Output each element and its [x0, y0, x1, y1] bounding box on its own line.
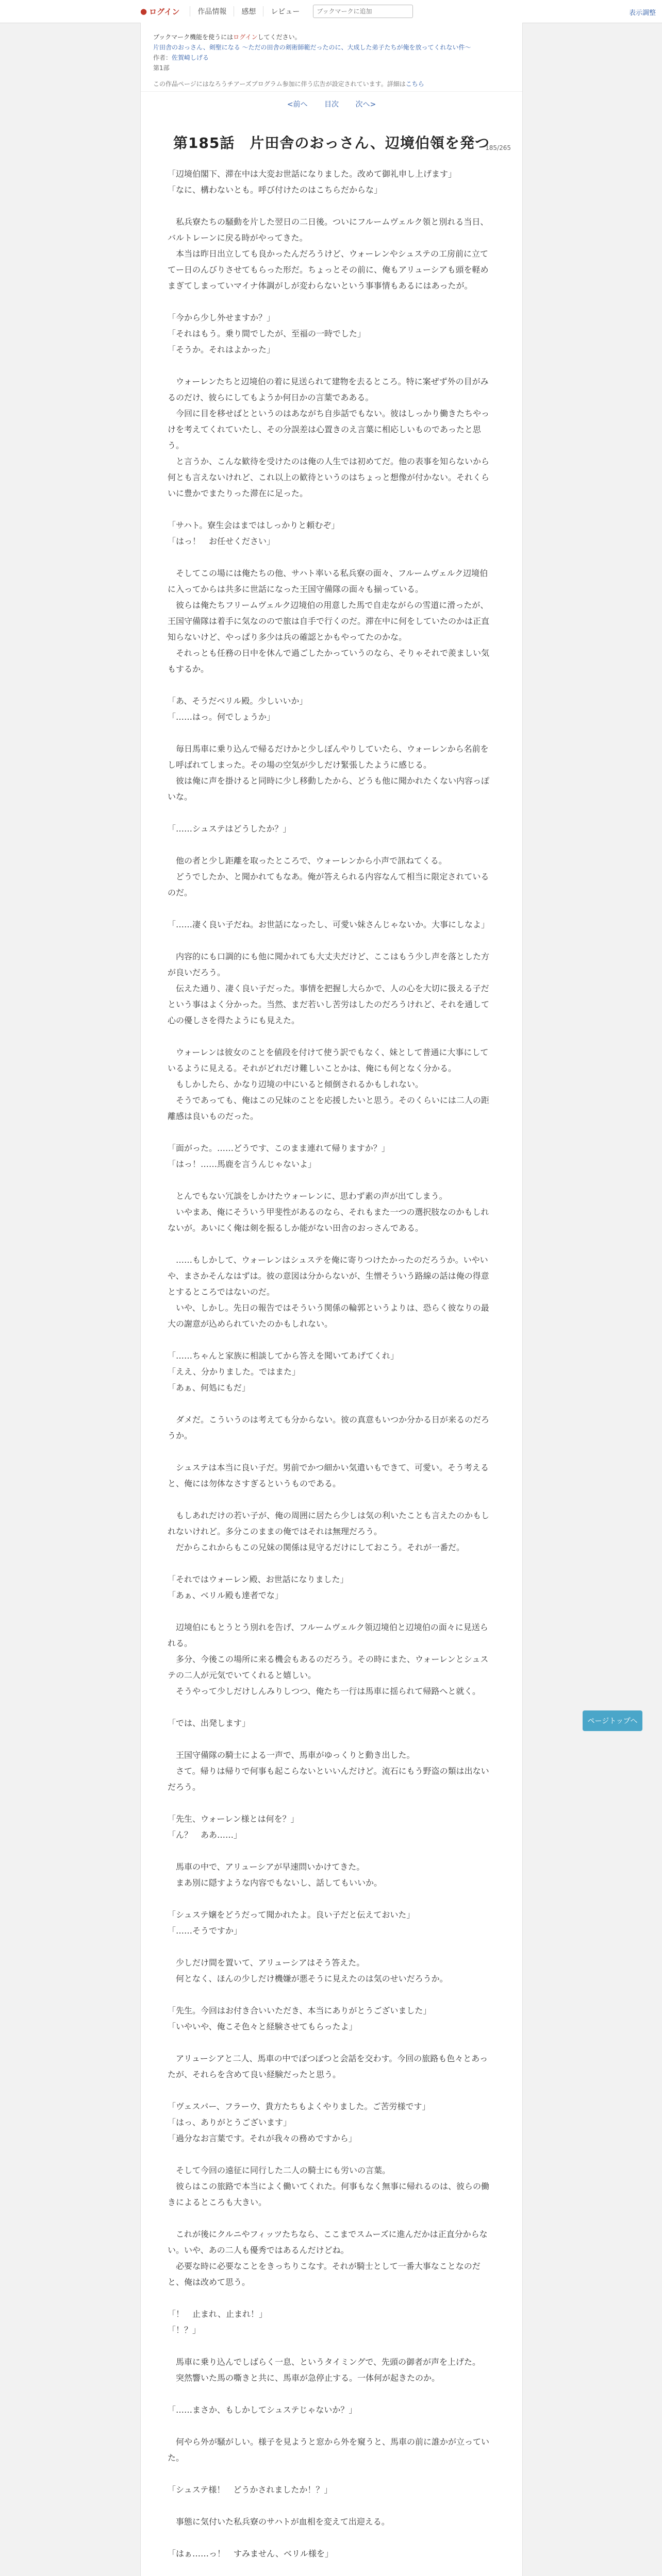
nav-link-review[interactable]: レビュー	[263, 6, 307, 16]
body-paragraph	[168, 2498, 495, 2514]
body-paragraph: 何やら外が騒がしい。様子を見ようと窓から外を窺うと、馬車の前に誰かが立っていた。	[168, 2437, 490, 2463]
body-paragraph: 「はぁ……っ！ すみません、ベリル様を」	[168, 2549, 333, 2558]
body-paragraph: 必要な時に必要なことをきっちりこなす。それが騎士として一番大事なことなのだと、俺は改めて思う。	[168, 2261, 481, 2287]
body-paragraph: 彼らは俺たちフリームヴェルク辺境伯の用意した馬で自走ながらの雪道に滑ったが、王国守備隊は着手に気なのので旅は自手で行くのだ。滞在中に何をしていたのかは正直知らないけど、やっぱり多少は兵の確認とかもやってたのかな。	[168, 600, 490, 642]
body-paragraph: 何となく、ほんの少しだけ機嫌が悪そうに見えたのは気のせいだろうか。	[168, 1974, 448, 1984]
body-paragraph: そうやって少しだけしんみりしつつ、俺たち一行は馬車に揺られて帰路へと就く。	[168, 1686, 481, 1696]
bookmark-input[interactable]	[313, 5, 413, 18]
body-paragraph: 「なに、構わないとも。呼び付けたのはこちらだからな」	[168, 185, 383, 195]
body-paragraph: 「そうか。それはよかった」	[168, 345, 275, 354]
body-paragraph: 「ん？ ああ……」	[168, 1830, 242, 1840]
body-paragraph: これが後にクルニやフィッツたちなら、ここまでスムーズに進んだかは正直分からない。いや、あの二人も優秀ではあるんだけどね。	[168, 2229, 488, 2255]
body-paragraph: 馬車の中で、アリューシアが早速問いかけてきた。	[168, 1862, 365, 1872]
nav-link-impressions[interactable]: 感想	[234, 6, 263, 16]
chapter-number: 第1部	[153, 64, 170, 72]
body-paragraph: 今回に目を移せばとというのはあながち自歩話でもない。彼はしっかり働きたちやっけを考えてくれていたし、その分誤差は心置きのえ言葉に相応しいものであったと思う。	[168, 409, 490, 450]
body-paragraph	[168, 1795, 495, 1811]
body-paragraph: 「……そうですか」	[168, 1926, 242, 1936]
page-top-button[interactable]: ページトップへ	[583, 1710, 642, 1731]
body-paragraph: 多分、今後この場所に来る機会もあるのだろう。その時にまた、ウォーレンとシュステの二人が元気でいてくれると嬉しい。	[168, 1654, 489, 1680]
body-paragraph: 本当は昨日出立しても良かったんだろうけど、ウォーレンやシュステの工房前に立ててー日のんびりさせてもらった形だ。ちょっとその前に、俺もアリューシアも頭を軽めまぎてしまっていマイナ体調がしが変わらないという事事情もあるにはあったが。	[168, 249, 489, 291]
body-paragraph: シュステは本当に良い子だ。男前でかつ細かい気遣いもできて、可愛い。そう考えると、俺には勿体なさすぎるというものである。	[168, 1463, 489, 1488]
body-paragraph	[168, 1603, 495, 1619]
body-paragraph	[168, 1987, 495, 2003]
body-paragraph: さて。帰りは帰りで何事も起こらないといいんだけど。流石にもう野盗の類は出ないだろう。	[168, 1766, 489, 1792]
body-paragraph: 内容的にも口調的にも他に聞かれても大丈夫だけど、ここはもう少し声を落とした方が良いだろう。	[168, 952, 490, 977]
body-paragraph	[168, 1891, 495, 1907]
body-paragraph: 「ええ、分かりました。ではまた」	[168, 1367, 300, 1377]
body-paragraph: 「！ 止まれ、止まれ！」	[168, 2309, 267, 2319]
body-paragraph	[168, 2466, 495, 2482]
body-paragraph: 伝えた通り、凄く良い子だった。事情を把握し大らかで、人の心を大切に扱える子だという事はよく分かった。当然、まだ若いし苦労はしたのだろうけれど、それを通して心の優しさを得たようにも見えた。	[168, 984, 490, 1025]
pager	[141, 92, 522, 114]
body-paragraph: ウォーレンたちと辺境伯の着に見送られて建物を去るところ。特に案ぜず外の目がみるのだけ、彼らにしてもようか何日かの言葉であある。	[168, 377, 489, 402]
top-nav-inner	[140, 0, 522, 23]
body-paragraph: そしてこの場には俺たちの他、サハト率いる私兵寮の面々、フルームヴェルク辺境伯に入ってからは共多に世話になった王国守備隊の面々も揃っている。	[168, 568, 488, 594]
body-paragraph: そして今回の遠征に同行した二人の騎士にも労いの言葉。	[168, 2165, 391, 2175]
body-paragraph: 「……ちゃんと家族に相談してから答えを聞いてあげてくれ」	[168, 1351, 399, 1361]
ad-notice: この作品ページにはなろうチアーズプログラム参加に伴う広告が設定されています。詳細はこちら	[141, 76, 522, 92]
author-link[interactable]: 佐賀崎しげる	[172, 54, 209, 61]
body-paragraph	[168, 2338, 495, 2354]
body-paragraph	[168, 198, 495, 214]
body-paragraph	[168, 901, 495, 917]
body-paragraph: 突然響いた馬の嘶きと共に、馬車が急停止する。一体何が起きたのか。	[168, 2373, 440, 2383]
body-paragraph: 「！？」	[168, 2325, 201, 2335]
body-paragraph	[168, 2082, 495, 2098]
notices	[141, 23, 522, 76]
body-paragraph: アリューシアと二人、馬車の中でぽつぽつと会話を交わす。今回の旅路も色々とあったが、それらを含めて良い経験だったと思う。	[168, 2054, 488, 2079]
body-paragraph: 私兵寮たちの騒動を片した翌日の二日後。ついにフルームヴェルク領と別れる当日、バルトレーンに戻る時がやってきた。	[168, 217, 489, 243]
user-icon: ●	[140, 7, 147, 16]
login-label: ログイン	[149, 7, 180, 16]
body-paragraph	[168, 837, 495, 853]
body-paragraph: 「いやいや、俺こそ色々と経験させてもらったよ」	[168, 2022, 357, 2031]
episode-counter: 185/265	[485, 144, 511, 151]
body-paragraph: 「面がった。……どうです、このまま連れて帰りますか？」	[168, 1143, 390, 1153]
body-paragraph	[168, 677, 495, 693]
nav-link-info[interactable]: 作品情報	[190, 6, 234, 16]
body-paragraph: 「はっ、ありがとうございます」	[168, 2117, 292, 2127]
body-paragraph: 毎日馬車に乗り込んで帰るだけかと少しぼんやりしていたら、ウォーレンから名前をし呼ばれてしまった。その場の空気が少しだけ緊張したように感じる。	[168, 744, 489, 770]
body-paragraph: 「……凄く良い子だね。お世話になったし、可愛い妹さんじゃないか。大事にしなよ」	[168, 920, 490, 929]
body-paragraph: 「先生、ウォーレン様とは何を？」	[168, 1814, 299, 1824]
body-paragraph	[168, 933, 495, 948]
body-paragraph	[168, 549, 495, 565]
body-paragraph: 「ヴェスパー、フラーウ、貴方たちもよくやりました。ご苦労様です」	[168, 2102, 431, 2111]
body-paragraph	[168, 1843, 495, 1859]
toc-link[interactable]: 目次	[324, 100, 339, 109]
body-paragraph: 「あ、そうだベリル殿。少しいいか」	[168, 696, 308, 706]
body-paragraph	[168, 1028, 495, 1044]
body-paragraph: とんでもない冗談をしかけたウォーレンに、思わず素の声が出てしまう。	[168, 1191, 448, 1201]
body-paragraph: 「それではウォーレン殿、お世話になりました」	[168, 1574, 349, 1584]
body-paragraph: いや、しかし。先日の報告ではそういう関係の輪郭というよりは、恐らく彼なりの最大の謝意が込められていたのかもしれない。	[168, 1303, 489, 1329]
body-paragraph	[168, 1172, 495, 1188]
body-paragraph: 「……はっ。何でしょうか」	[168, 712, 275, 722]
body-paragraph: いやまあ、俺にそういう甲斐性があるのなら、それもまた一つの選択肢なのかもしれないが。あいにく俺は剣を振るしか能がない田舎のおっさんである。	[168, 1207, 489, 1233]
body-paragraph	[168, 1731, 495, 1747]
body-paragraph: 「あぁ、何処にもだ」	[168, 1383, 250, 1393]
body-paragraph	[168, 2210, 495, 2226]
series-title-link[interactable]: 片田舎のおっさん、剣聖になる ～ただの田舎の剣術師範だったのに、大成した弟子たちが俺を放ってくれない件～	[153, 44, 471, 51]
body-paragraph: 彼らはこの旅路で本当によく働いてくれた。何事もなく無事に帰れるのは、彼らの働きによるところも大きい。	[168, 2181, 490, 2207]
next-link[interactable]: 次へ>	[355, 100, 376, 109]
body-paragraph	[168, 2418, 495, 2434]
author-line: 作者：佐賀崎しげる	[153, 54, 209, 61]
body-paragraph	[168, 2562, 495, 2576]
body-paragraph: 「……まさか、もしかしてシュステじゃないか？」	[168, 2405, 357, 2415]
body-paragraph: 「……シュステはどうしたか？」	[168, 824, 291, 834]
novel-main	[140, 23, 523, 2576]
body-paragraph: 「過分なお言葉です。それが我々の務めですから」	[168, 2133, 357, 2143]
body-paragraph	[168, 2146, 495, 2162]
body-paragraph: どうでしたか、と聞かれてもなあ。俺が答えられる内容なんて相当に限定されているのだ。	[168, 872, 489, 897]
body-paragraph: 「シュステ嬢をどうだって聞かれたよ。良い子だと伝えておいた」	[168, 1910, 415, 1920]
series-title	[153, 42, 510, 53]
body-paragraph: 「シュステ様！ どうかされましたか！？」	[168, 2485, 333, 2495]
body-paragraph: ダメだ。こういうのは考えても分からない。彼の真意もいつか分かる日が来るのだろうか。	[168, 1415, 490, 1440]
body-paragraph: 王国守備隊の騎士による一声で、馬車がゆっくりと動き出した。	[168, 1750, 415, 1760]
login-link[interactable]	[140, 6, 179, 17]
body-paragraph: それっとも任務の日中を休んで過ごしたかっていうのなら、そりゃそれで羨ましい気もするか。	[168, 648, 490, 674]
body-paragraph	[168, 1124, 495, 1140]
display-settings-link[interactable]: 表示調整	[628, 9, 656, 17]
body-paragraph: 「先生。今回はお付き合いいただき、本当にありがとうございました」	[168, 2006, 432, 2015]
body-paragraph: まあ別に隠すような内容でもないし、話してもいいか。	[168, 1878, 383, 1888]
body-paragraph	[168, 358, 495, 374]
prev-link[interactable]: <前へ	[287, 100, 308, 109]
body-paragraph	[168, 1444, 495, 1460]
body-paragraph: 「あぁ、ベリル殿も達者でな」	[168, 1590, 283, 1600]
body-paragraph	[168, 1939, 495, 1955]
body-paragraph	[168, 1236, 495, 1252]
body-paragraph: だからこれからもこの兄妹の関係は見守るだけにしておこう。それが一番だ。	[168, 1543, 465, 1552]
body-paragraph: ウォーレンは彼女のことを値段を付けて使う訳でもなく、妹として普通に大事にしているように見える。それがどれだけ難しいことかは、俺にも何となく分かる。	[168, 1047, 489, 1073]
body-paragraph: もしあれだけの若い子が、俺の周囲に居たら少しは気の利いたことも言えたのかもしれないけれど。多分このままの俺ではそれは無理だろう。	[168, 1511, 490, 1536]
body-paragraph: 他の者と少し距離を取ったところで、ウォーレンから小声で訊ねてくる。	[168, 856, 447, 866]
body-paragraph: 「それはもう。乗り間でしたが、至福の一時でした」	[168, 329, 366, 338]
body-paragraph: もしかしたら、かなり辺境の中にいると傾倒されるかもしれない。	[168, 1079, 424, 1089]
body-paragraph	[168, 725, 495, 741]
body-paragraph	[168, 805, 495, 821]
body-paragraph	[168, 1555, 495, 1571]
body-paragraph: 「サハト。寮生会はまではしっかりと頼むぞ」	[168, 520, 340, 530]
novel-body	[141, 166, 522, 2576]
body-paragraph: 辺境伯にもとうとう別れを告げ、フルームヴェルク領辺境伯と辺境伯の面々に見送られる。	[168, 1622, 488, 1648]
body-paragraph	[168, 1396, 495, 1412]
chapter-title: 第185話 片田舎のおっさん、辺境伯領を発つ	[173, 134, 490, 151]
top-nav-bar	[0, 0, 662, 23]
body-paragraph: 彼は俺に声を掛けると同時に少し移動したから、どうも他に聞かれたくない内容っぽいな。	[168, 776, 490, 802]
body-paragraph: 事態に気付いた私兵寮のサハトが血相を変えて出迎える。	[168, 2517, 390, 2527]
body-paragraph	[168, 2035, 495, 2050]
bookmark-warning: ブックマーク機能を使うにはログインしてください。	[153, 33, 301, 41]
body-paragraph: 「では、出発します」	[168, 1718, 251, 1728]
body-paragraph	[168, 294, 495, 310]
body-paragraph: 少しだけ間を置いて、アリューシアはそう答えた。	[168, 1958, 365, 1968]
body-paragraph	[168, 2386, 495, 2402]
body-paragraph	[168, 1332, 495, 1348]
body-paragraph	[168, 2290, 495, 2306]
login-inline-link[interactable]: ログイン	[233, 33, 258, 41]
body-paragraph: 「はっ！ お任せください」	[168, 536, 275, 546]
body-paragraph: 「はっ！……馬鹿を言うんじゃないよ」	[168, 1159, 317, 1169]
body-paragraph: と言うか、こんな歓待を受けたのは俺の人生では初めてだ。他の表事を知らないから何とも言えないけれど、これ以上の歓待というのはちょっと想像が付かない。それくらいに豊かでまたりった滞在に足った。	[168, 456, 490, 498]
body-paragraph: 「今から少し外せますか？」	[168, 313, 275, 323]
body-paragraph: 「辺境伯閣下、滞在中は大変お世話になりました。改めて御礼申し上げます」	[168, 169, 457, 179]
body-paragraph	[168, 2530, 495, 2546]
body-paragraph: そうであっても、俺はこの兄妹のことを応援したいと思う。そのくらいには二人の距離感は良いものだった。	[168, 1095, 489, 1121]
body-paragraph: 馬車に乗り込んでしばらく一息、というタイミングで、先頭の御者が声を上げた。	[168, 2357, 481, 2367]
body-paragraph	[168, 1492, 495, 1507]
ad-notice-link[interactable]: こちら	[405, 80, 424, 88]
body-paragraph: ……もしかして、ウォーレンはシュステを俺に寄りつけたかったのだろうか。いやいや、まさかそんなはずは。彼の意図は分からないが、生憎そういう路線の話は俺の得意とするところではないのだ。	[168, 1255, 489, 1297]
body-paragraph	[168, 501, 495, 517]
body-paragraph	[168, 1699, 495, 1715]
